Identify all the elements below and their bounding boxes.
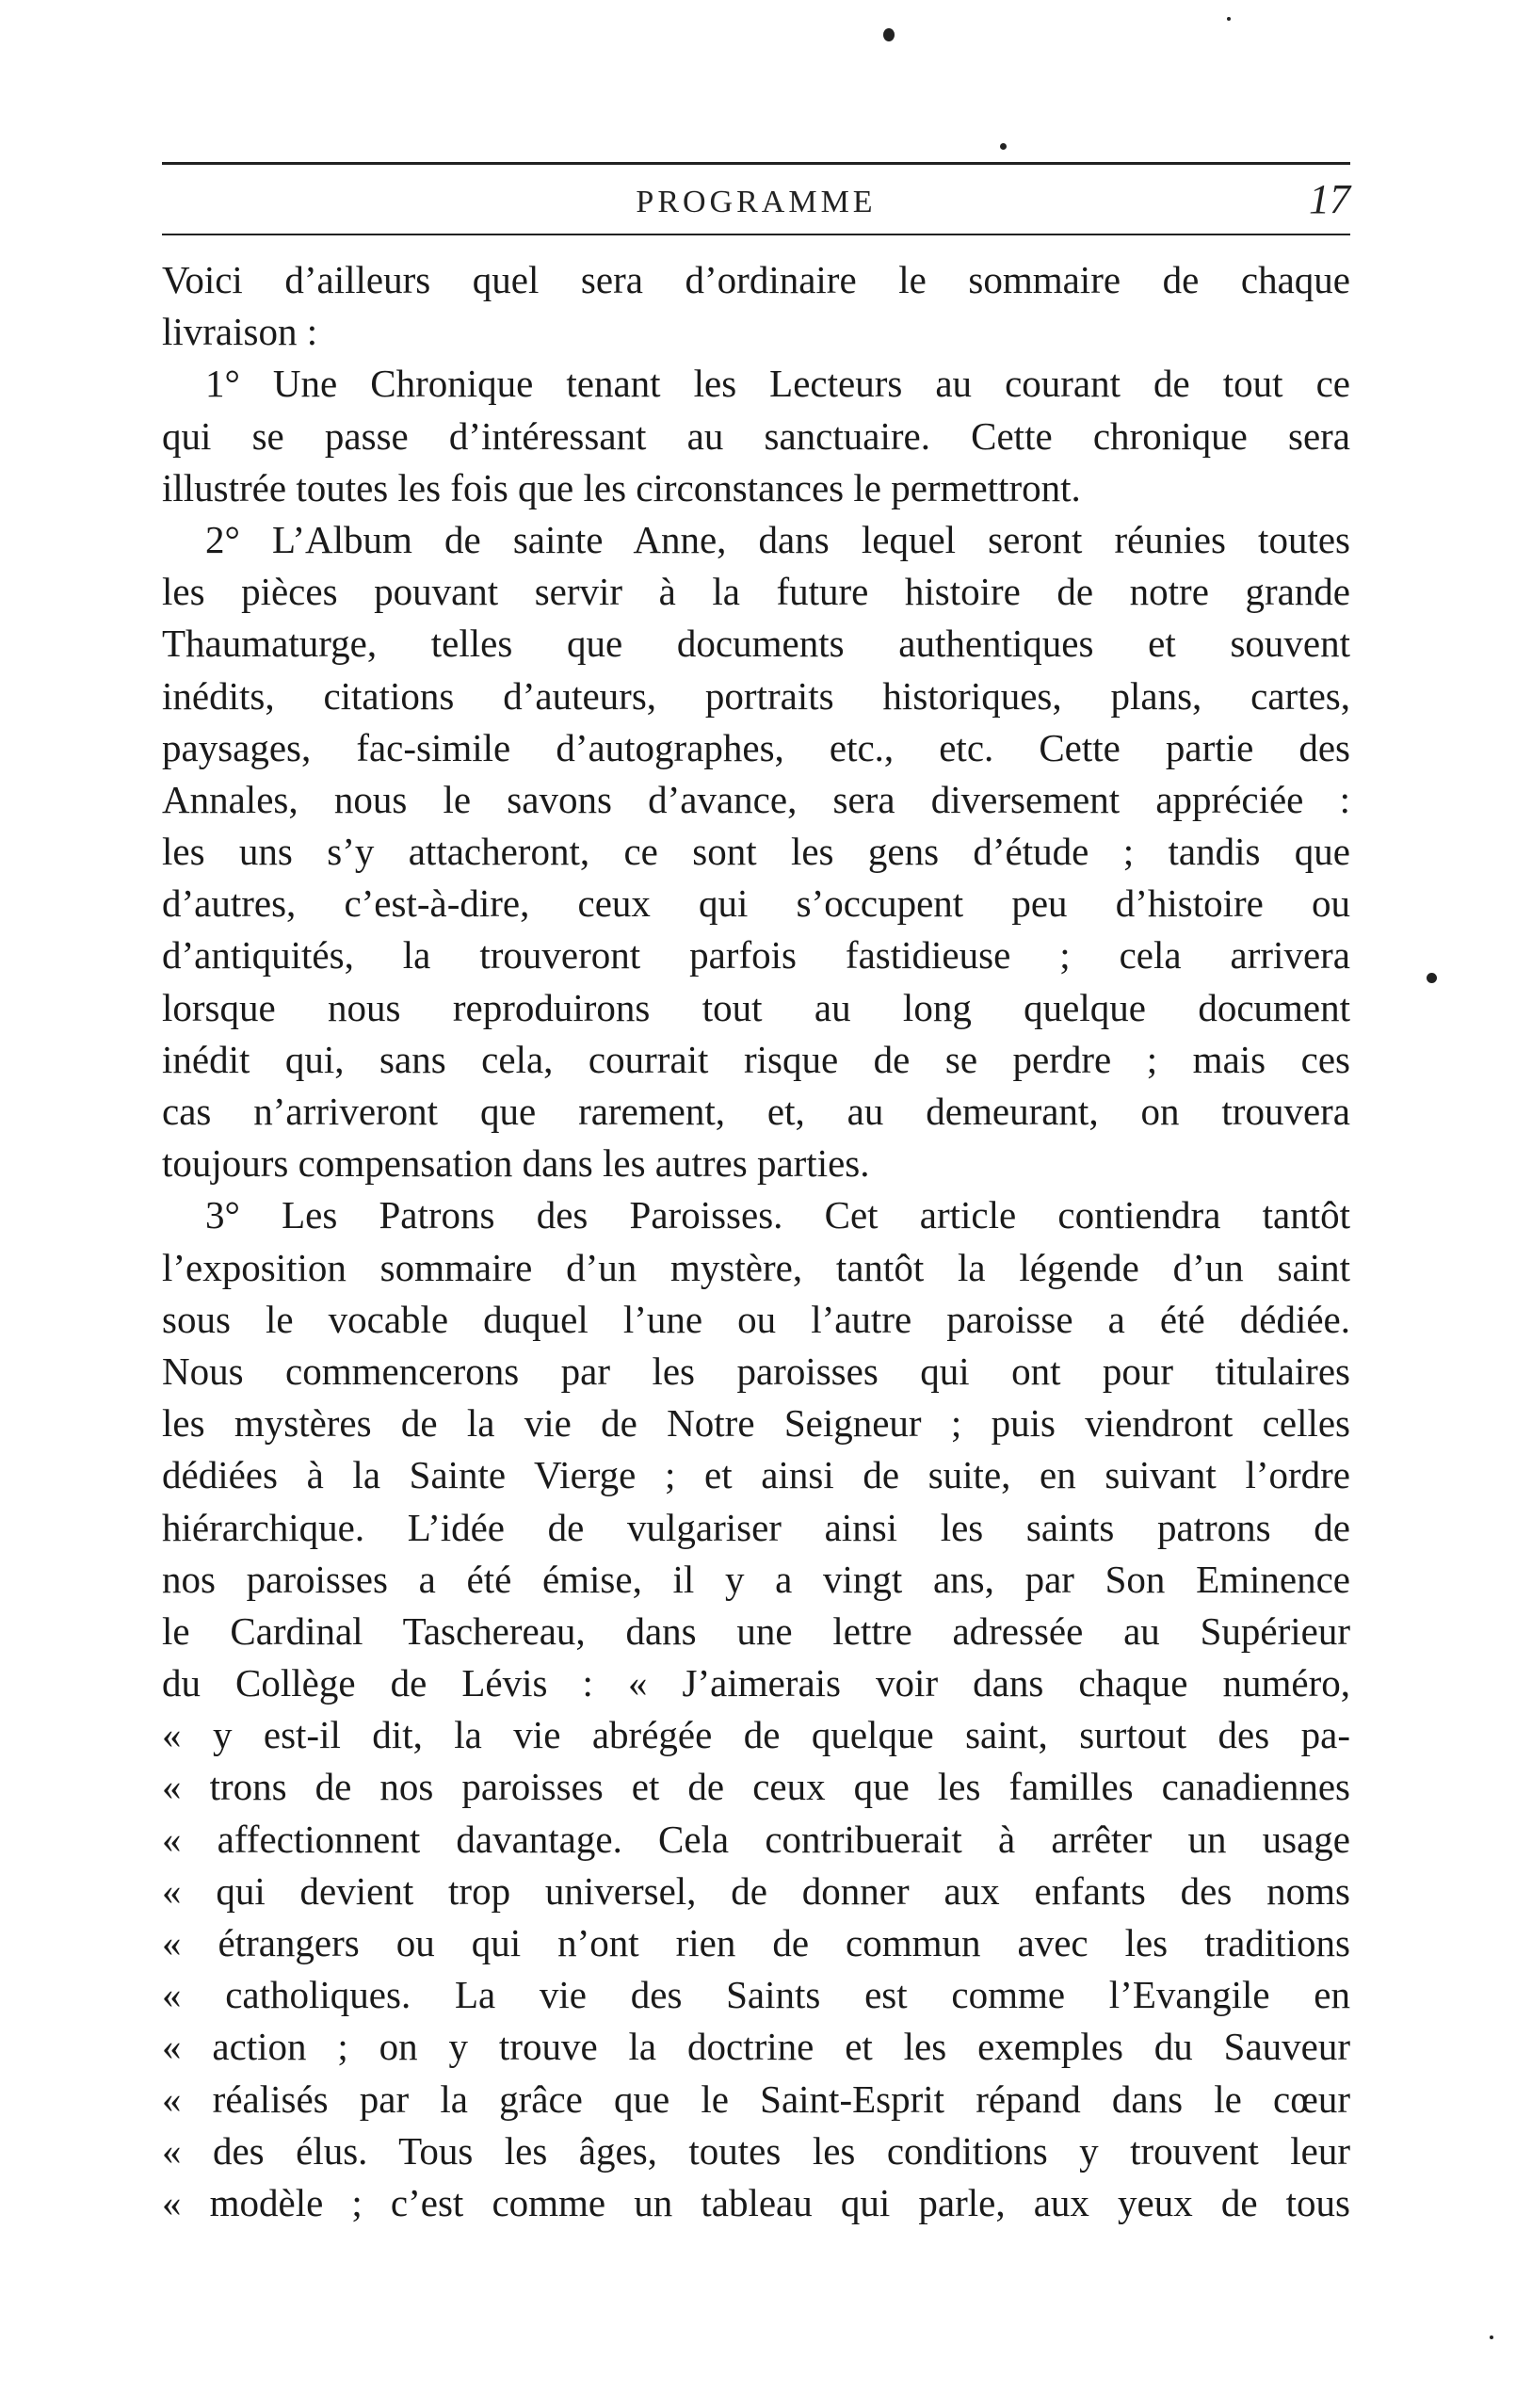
body-text xyxy=(162,254,1350,2229)
text-line: inédits, citations d’auteurs, portraits historiques, plans, cartes, xyxy=(162,673,1350,718)
scan-speck xyxy=(1490,2335,1493,2339)
text-line: livraison : xyxy=(162,310,318,354)
text-line: l’exposition sommaire d’un mystère, tantôt la légende d’un saint xyxy=(162,1245,1350,1289)
scan-speck xyxy=(1000,143,1007,150)
text-line: illustrée toutes les fois que les circonstances le permettront. xyxy=(162,465,1081,509)
text-line: dédiées à la Sainte Vierge ; et ainsi de suite, en suivant l’ordre xyxy=(162,1453,1350,1497)
text-line: 3° Les Patrons des Paroisses. Cet article contiendra tantôt xyxy=(205,1193,1350,1237)
text-line: paysages, fac-simile d’autographes, etc., etc. Cette partie des xyxy=(162,725,1350,769)
text-line: qui se passe d’intéressant au sanctuaire. Cette chronique sera xyxy=(162,413,1350,458)
text-line: nos paroisses a été émise, il y a vingt ans, par Son Eminence xyxy=(162,1557,1350,1601)
text-line: les pièces pouvant servir à la future histoire de notre grande xyxy=(162,570,1350,614)
page-number: 17 xyxy=(1309,176,1350,222)
text-line: du Collège de Lévis : « J’aimerais voir dans chaque numéro, xyxy=(162,1661,1350,1705)
text-line: le Cardinal Taschereau, dans une lettre adressée au Supérieur xyxy=(162,1608,1350,1653)
text-line: d’antiquités, la trouveront parfois fastidieuse ; cela arrivera xyxy=(162,933,1350,978)
scan-speck xyxy=(1227,17,1231,21)
text-line: « action ; on y trouve la doctrine et les exemples du Sauveur xyxy=(162,2025,1350,2069)
text-line: « des élus. Tous les âges, toutes les conditions y trouvent leur xyxy=(162,2128,1350,2173)
header-rule-top xyxy=(162,162,1350,165)
text-line: toujours compensation dans les autres parties. xyxy=(162,1141,870,1186)
text-line: Thaumaturge, telles que documents authentiques et souvent xyxy=(162,622,1350,666)
scan-speck xyxy=(883,28,895,41)
text-line: les mystères de la vie de Notre Seigneur ; puis viendront celles xyxy=(162,1401,1350,1446)
text-line: 1° Une Chronique tenant les Lecteurs au courant de tout ce xyxy=(205,362,1350,406)
scan-speck xyxy=(1427,973,1437,983)
text-line: lorsque nous reproduirons tout au long quelque document xyxy=(162,985,1350,1029)
text-line: « étrangers ou qui n’ont rien de commun avec les traditions xyxy=(162,1921,1350,1964)
text-line: « affectionnent davantage. Cela contribuerait à arrêter un usage xyxy=(162,1817,1350,1861)
text-line: 2° L’Album de sainte Anne, dans lequel seront réunies toutes xyxy=(205,517,1350,561)
text-line: « qui devient trop universel, de donner aux enfants des noms xyxy=(162,1868,1350,1913)
text-line: sous le vocable duquel l’une ou l’autre paroisse a été dédiée. xyxy=(162,1297,1350,1341)
text-line: hiérarchique. L’idée de vulgariser ainsi les saints patrons de xyxy=(162,1505,1350,1549)
running-header-title: PROGRAMME xyxy=(636,185,877,219)
text-line: d’autres, c’est-à-dire, ceux qui s’occupent peu d’histoire ou xyxy=(162,881,1350,926)
text-line: « catholiques. La vie des Saints est comme l’Evangile en xyxy=(162,1973,1350,2017)
text-line: « modèle ; c’est comme un tableau qui parle, aux yeux de tous xyxy=(162,2180,1350,2224)
text-line: Annales, nous le savons d’avance, sera diversement appréciée : xyxy=(162,777,1350,821)
header-rule-bottom xyxy=(162,234,1350,235)
text-line: « y est-il dit, la vie abrégée de quelque saint, surtout des pa- xyxy=(162,1713,1350,1757)
text-line: inédit qui, sans cela, courrait risque de se perdre ; mais ces xyxy=(162,1037,1350,1081)
text-line: Voici d’ailleurs quel sera d’ordinaire le sommaire de chaque xyxy=(162,258,1350,301)
text-line: « réalisés par la grâce que le Saint-Esprit répand dans le cœur xyxy=(162,2077,1350,2121)
text-line: « trons de nos paroisses et de ceux que les familles canadiennes xyxy=(162,1765,1350,1809)
text-line: cas n’arriveront que rarement, et, au demeurant, on trouvera xyxy=(162,1090,1350,1133)
text-line: les uns s’y attacheront, ce sont les gens d’étude ; tandis que xyxy=(162,830,1350,874)
text-line: Nous commencerons par les paroisses qui ont pour titulaires xyxy=(162,1349,1350,1393)
